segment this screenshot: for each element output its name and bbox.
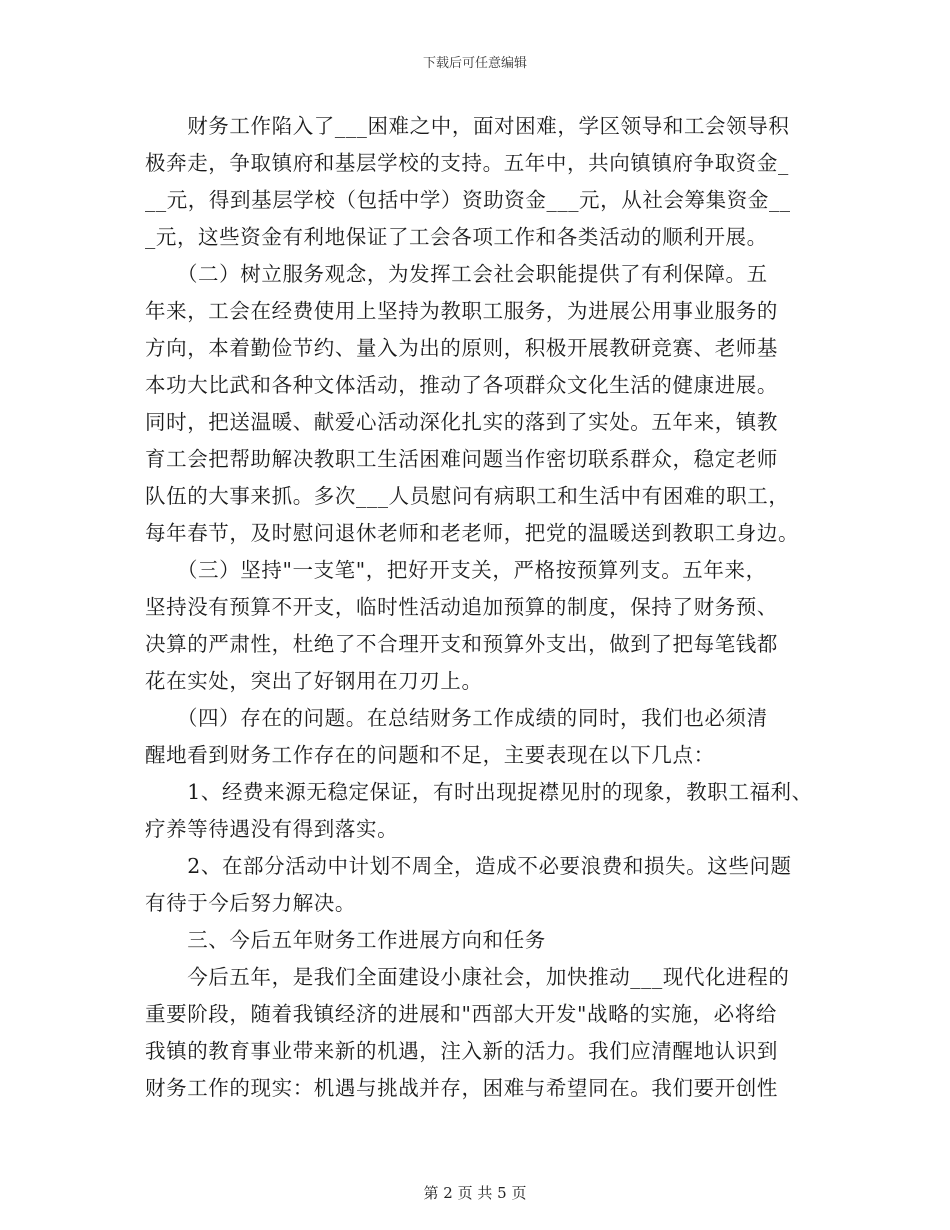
- text-line: 疗养等待遇没有得到落实。: [145, 817, 399, 841]
- text-line: 育工会把帮助解决教职工生活困难问题当作密切联系群众，稳定老师: [145, 447, 778, 471]
- text-line: （四）存在的问题。在总结财务工作成绩的同时，我们也必须清: [145, 706, 768, 730]
- text-line: 1、经费来源无稳定保证，有时出现捉襟见肘的现象，教职工福利、: [145, 780, 813, 804]
- text-line: 2、在部分活动中计划不周全，造成不必要浪费和损失。这些问题: [145, 854, 792, 878]
- text-line: 财务工作陷入了___困难之中，面对困难，学区领导和工会领导积: [145, 114, 790, 138]
- text-line: 本功大比武和各种文体活动，推动了各项群众文化生活的健康进展。: [145, 373, 778, 397]
- text-line: （三）坚持"一支笔"，把好开支关，严格按预算列支。五年来，: [145, 558, 767, 582]
- page-header: 下载后可任意编辑: [422, 56, 527, 71]
- text-line: 重要阶段，随着我镇经济的进展和"西部大开发"战略的实施，必将给: [145, 1002, 777, 1026]
- text-line: 我镇的教育事业带来新的机遇，注入新的活力。我们应清醒地认识到: [145, 1039, 778, 1063]
- text-line: 极奔走，争取镇府和基层学校的支持。五年中，共向镇镇府争取资金_: [145, 151, 789, 175]
- text-line: __元，得到基层学校（包括中学）资助资金___元，从社会筹集资金__: [145, 188, 791, 212]
- text-line: 有待于今后努力解决。: [145, 891, 356, 915]
- text-line: 花在实处，突出了好钢用在刀刃上。: [145, 669, 483, 693]
- section-heading: 三、今后五年财务工作进展方向和任务: [145, 928, 546, 952]
- text-line: 方向，本着勤俭节约、量入为出的原则，积极开展教研竞赛、老师基: [145, 336, 778, 360]
- text-line: 每年春节，及时慰问退休老师和老老师，把党的温暖送到教职工身边。: [145, 521, 800, 545]
- text-line: 今后五年，是我们全面建设小康社会，加快推动___现代化进程的: [145, 965, 790, 989]
- text-line: （二）树立服务观念，为发挥工会社会职能提供了有利保障。五: [145, 262, 768, 286]
- page-number: 第 2 页 共 5 页: [423, 1184, 527, 1202]
- text-line: 队伍的大事来抓。多次___人员慰问有病职工和生活中有困难的职工，: [145, 484, 790, 508]
- text-line: _元，这些资金有利地保证了工会各项工作和各类活动的顺利开展。: [145, 225, 768, 249]
- text-line: 年来，工会在经费使用上坚持为教职工服务，为进展公用事业服务的: [145, 299, 778, 323]
- text-line: 财务工作的现实：机遇与挑战并存，困难与希望同在。我们要开创性: [145, 1076, 778, 1100]
- text-line: 坚持没有预算不开支，临时性活动追加预算的制度，保持了财务预、: [145, 595, 778, 619]
- text-line: 醒地看到财务工作存在的问题和不足，主要表现在以下几点：: [145, 743, 715, 767]
- text-line: 决算的严肃性，杜绝了不合理开支和预算外支出，做到了把每笔钱都: [145, 632, 778, 656]
- text-line: 同时，把送温暖、献爱心活动深化扎实的落到了实处。五年来，镇教: [145, 410, 778, 434]
